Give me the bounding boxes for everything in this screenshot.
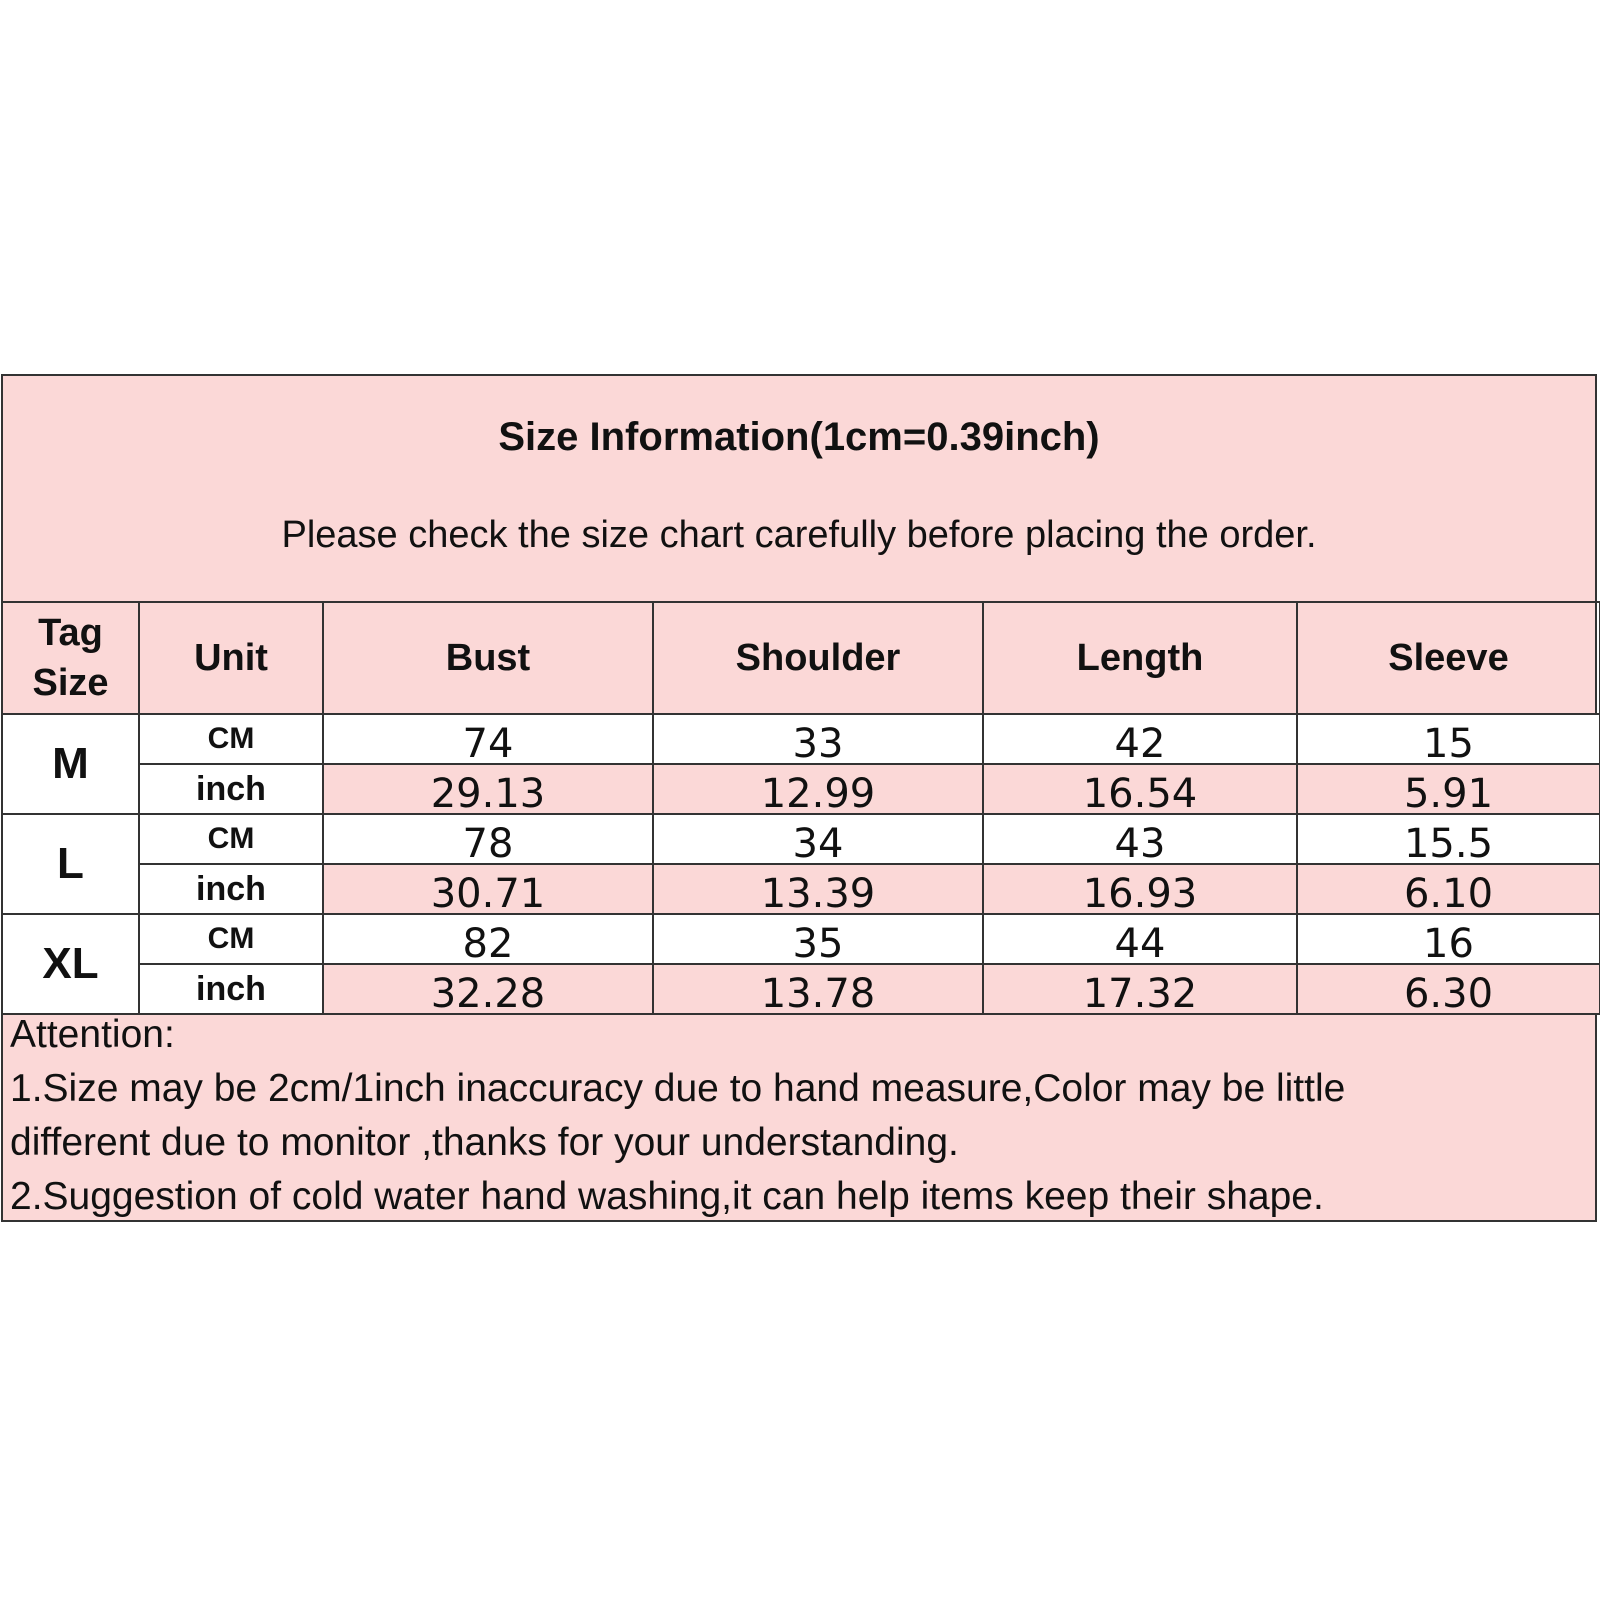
header-tag-size <box>2 602 139 714</box>
header-unit: Unit <box>139 602 323 714</box>
bust-cell: 82 <box>323 914 653 964</box>
notes-heading: Attention: <box>10 1013 175 1056</box>
chart-subtitle: Please check the size chart carefully before placing the order. <box>281 514 1317 556</box>
shoulder-cell: 33 <box>653 714 983 764</box>
sleeve-cell: 15 <box>1297 714 1600 764</box>
header-bust: Bust <box>323 602 653 714</box>
length-cell: 44 <box>983 914 1297 964</box>
sleeve-cell: 6.30 <box>1297 964 1600 1014</box>
size-label-xl: XL <box>2 914 139 1014</box>
table-row-m-cm <box>2 714 1600 764</box>
unit-cell: CM <box>139 714 323 764</box>
table-row-m-inch <box>2 764 1600 814</box>
unit-cell: inch <box>139 964 323 1014</box>
table-row-xl-inch <box>2 964 1600 1014</box>
header-sleeve: Sleeve <box>1297 602 1600 714</box>
unit-cell: CM <box>139 814 323 864</box>
length-cell: 17.32 <box>983 964 1297 1014</box>
length-cell: 16.93 <box>983 864 1297 914</box>
header-shoulder: Shoulder <box>653 602 983 714</box>
size-label-l: L <box>2 814 139 914</box>
bust-cell: 78 <box>323 814 653 864</box>
sleeve-cell: 15.5 <box>1297 814 1600 864</box>
table-row-l-inch <box>2 864 1600 914</box>
unit-cell: CM <box>139 914 323 964</box>
notes-line-1: 1.Size may be 2cm/1inch inaccuracy due to hand measure,Color may be little <box>10 1067 1346 1110</box>
shoulder-cell: 12.99 <box>653 764 983 814</box>
shoulder-cell: 13.78 <box>653 964 983 1014</box>
bust-cell: 29.13 <box>323 764 653 814</box>
shoulder-cell: 35 <box>653 914 983 964</box>
header-tag-label: Tag <box>38 612 103 654</box>
chart-header <box>3 376 1595 603</box>
header-row <box>2 602 1600 714</box>
sleeve-cell: 16 <box>1297 914 1600 964</box>
chart-title: Size Information(1cm=0.39inch) <box>498 415 1100 459</box>
sleeve-cell: 6.10 <box>1297 864 1600 914</box>
length-cell: 42 <box>983 714 1297 764</box>
unit-cell: inch <box>139 764 323 814</box>
bust-cell: 30.71 <box>323 864 653 914</box>
shoulder-cell: 13.39 <box>653 864 983 914</box>
bust-cell: 74 <box>323 714 653 764</box>
notes-line-2: different due to monitor ,thanks for your understanding. <box>10 1121 959 1164</box>
size-label-m: M <box>2 714 139 814</box>
attention-notes <box>10 1008 1580 1224</box>
sleeve-cell: 5.91 <box>1297 764 1600 814</box>
size-table <box>1 601 1600 1015</box>
header-length: Length <box>983 602 1297 714</box>
length-cell: 16.54 <box>983 764 1297 814</box>
table-row-xl-cm <box>2 914 1600 964</box>
length-cell: 43 <box>983 814 1297 864</box>
table-row-l-cm <box>2 814 1600 864</box>
unit-cell: inch <box>139 864 323 914</box>
bust-cell: 32.28 <box>323 964 653 1014</box>
notes-line-3: 2.Suggestion of cold water hand washing,it can help items keep their shape. <box>10 1175 1324 1218</box>
header-size-label: Size <box>32 662 109 704</box>
size-chart <box>1 374 1597 1222</box>
shoulder-cell: 34 <box>653 814 983 864</box>
